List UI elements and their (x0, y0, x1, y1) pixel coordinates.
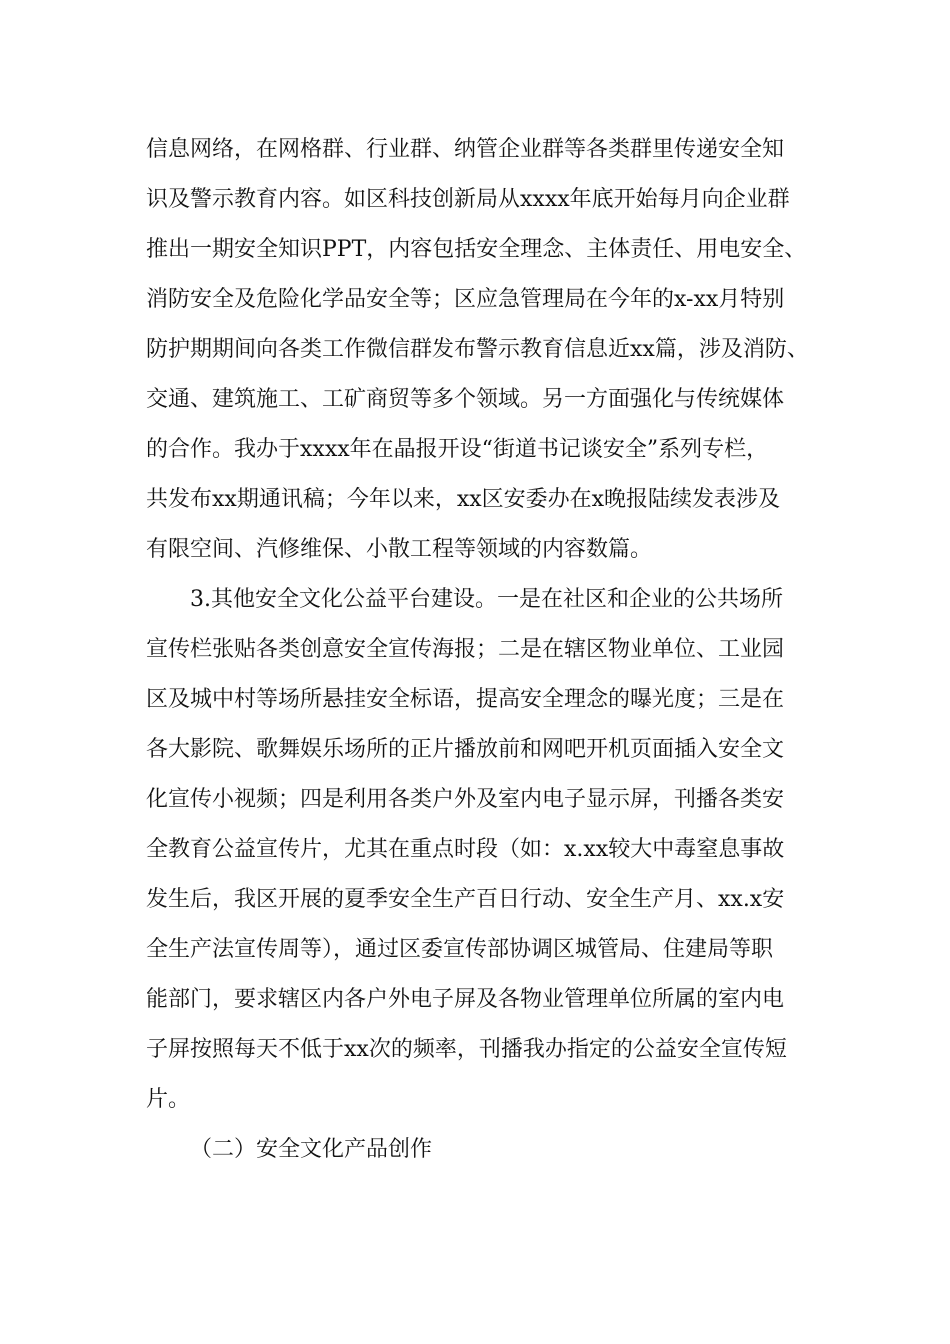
text-line: 全教育公益宣传片，尤其在重点时段（如：x.xx较大中毒窒息事故 (146, 837, 785, 862)
text-line: 的合作。我办于xxxx年在晶报开设“街道书记谈安全”系列专栏， (146, 437, 769, 462)
text-line: 能部门，要求辖区内各户外电子屏及各物业管理单位所属的室内电 (146, 987, 785, 1012)
text-line: 全生产法宣传周等），通过区委宣传部协调区城管局、住建局等职 (146, 937, 774, 962)
text-line: 消防安全及危险化学品安全等；区应急管理局在今年的x-xx月特别 (146, 287, 785, 312)
section-heading: （二）安全文化产品创作 (190, 1137, 433, 1162)
text-line: 推出一期安全知识PPT，内容包括安全理念、主体责任、用电安全、 (146, 237, 807, 262)
text-line: 交通、建筑施工、工矿商贸等多个领域。另一方面强化与传统媒体 (146, 387, 785, 412)
text-line: 片。 (146, 1087, 191, 1112)
text-line: 化宣传小视频；四是利用各类户外及室内电子显示屏，刊播各类安 (146, 787, 785, 812)
text-line: 宣传栏张贴各类创意安全宣传海报；二是在辖区物业单位、工业园 (146, 637, 785, 662)
text-line: 识及警示教育内容。如区科技创新局从xxxx年底开始每月向企业群 (146, 187, 790, 212)
text-line: 共发布xx期通讯稿；今年以来，xx区安委办在x晚报陆续发表涉及 (146, 487, 781, 512)
text-line: 有限空间、汽修维保、小散工程等领域的内容数篇。 (146, 537, 653, 562)
text-line: 信息网络，在网格群、行业群、纳管企业群等各类群里传递安全知 (146, 137, 785, 162)
text-line: 子屏按照每天不低于xx次的频率，刊播我办指定的公益安全宣传短 (146, 1037, 787, 1062)
text-line: 3.其他安全文化公益平台建设。一是在社区和企业的公共场所 (190, 587, 783, 612)
text-line: 各大影院、歌舞娱乐场所的正片播放前和网吧开机页面插入安全文 (146, 737, 785, 762)
text-line: 防护期期间向各类工作微信群发布警示教育信息近xx篇，涉及消防、 (146, 337, 809, 362)
text-line: 发生后，我区开展的夏季安全生产百日行动、安全生产月、xx.x安 (146, 887, 785, 912)
text-line: 区及城中村等场所悬挂安全标语，提高安全理念的曝光度；三是在 (146, 687, 785, 712)
